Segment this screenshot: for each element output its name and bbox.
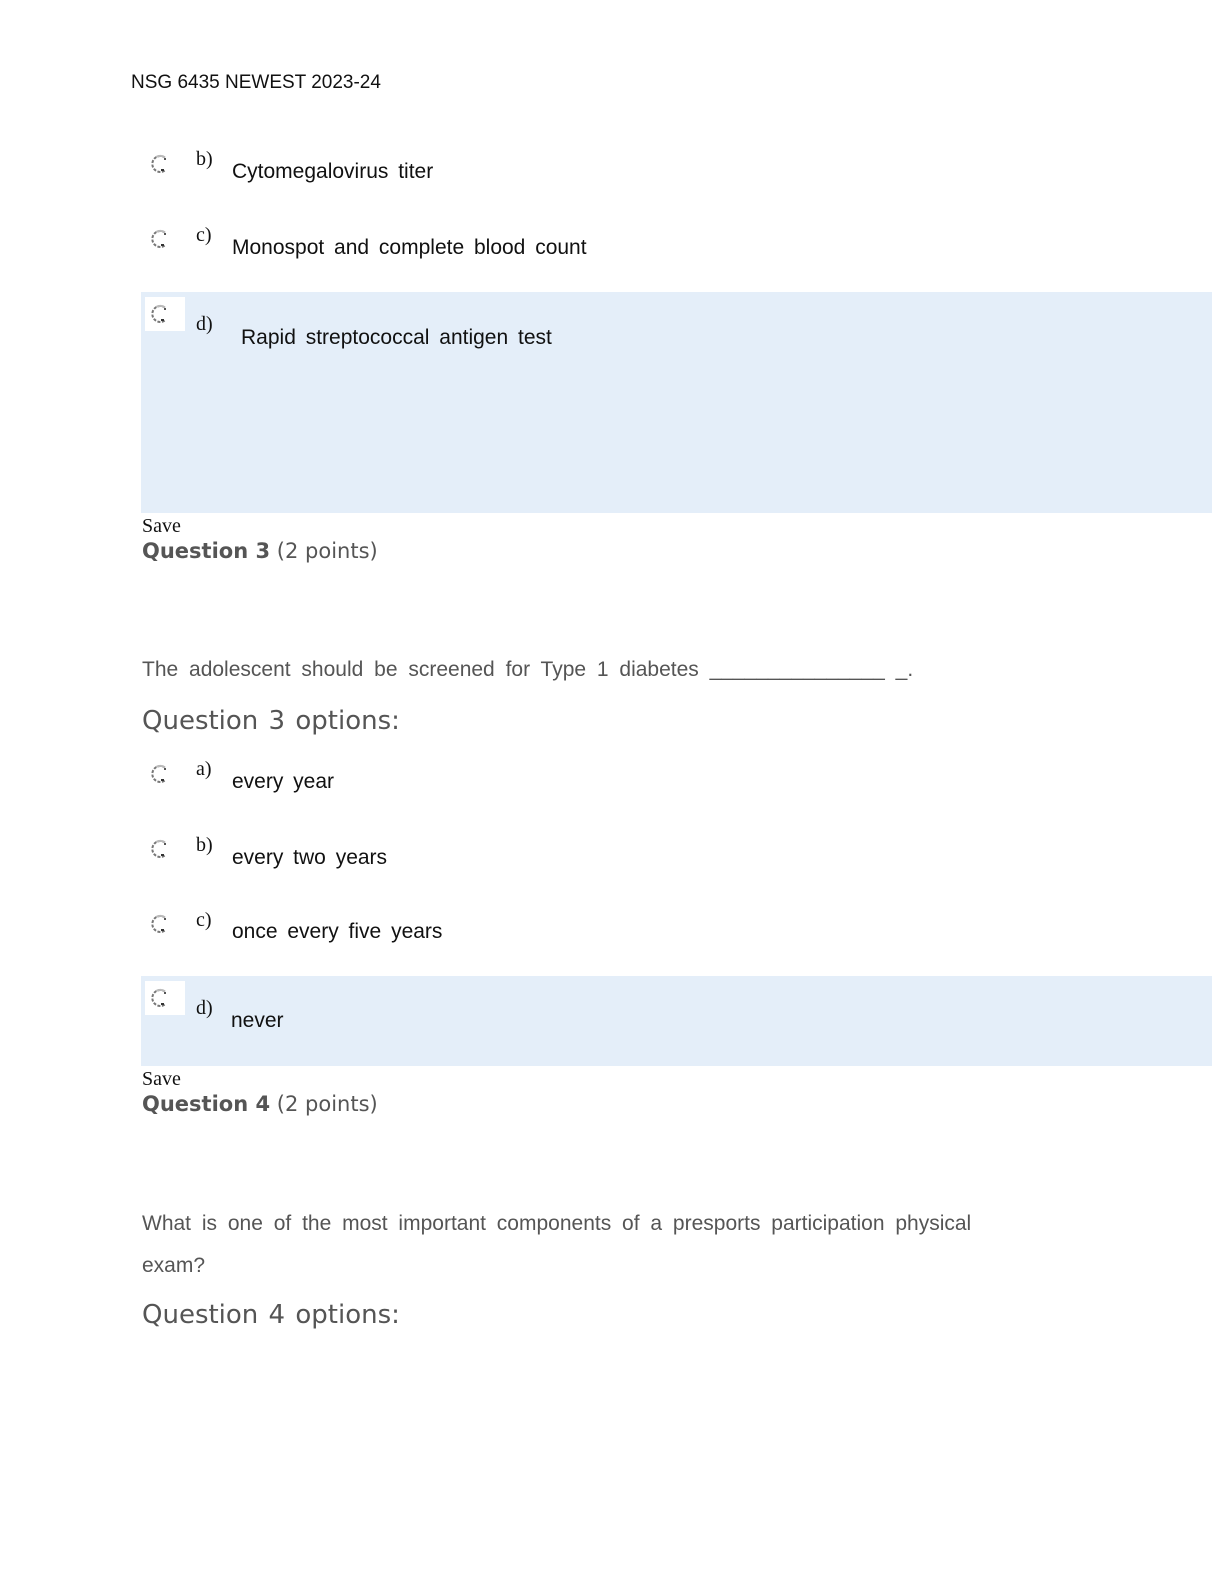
option-label: never (231, 1009, 284, 1032)
radio-button-icon[interactable] (148, 228, 170, 250)
radio-button-icon[interactable] (148, 303, 170, 325)
option-label: Monospot and complete blood count (232, 236, 587, 259)
save-link[interactable]: Save (142, 515, 181, 537)
option-letter: b) (196, 834, 213, 856)
option-letter: b) (196, 148, 213, 170)
radio-button-icon[interactable] (148, 913, 170, 935)
option-letter: d) (196, 997, 213, 1019)
option-label: every year (232, 770, 335, 793)
radio-button-icon[interactable] (148, 987, 170, 1009)
option-letter: d) (196, 313, 213, 335)
question-text: What is one of the most important components of a presports participation physical exam? (142, 1212, 972, 1277)
option-letter: a) (196, 758, 212, 780)
option-label: Rapid streptococcal antigen test (241, 326, 552, 349)
option-label: Cytomegalovirus titer (232, 160, 434, 183)
highlighted-option-row[interactable] (141, 976, 1212, 1066)
option-label: once every five years (232, 920, 443, 943)
save-link[interactable]: Save (142, 1068, 181, 1090)
options-heading: Question 4 options: (142, 1300, 400, 1330)
option-label: every two years (232, 846, 388, 869)
option-letter: c) (196, 224, 212, 246)
question-title: Question 3 (2 points) (142, 539, 378, 563)
page-header: NSG 6435 NEWEST 2023-24 (131, 72, 381, 93)
radio-button-icon[interactable] (148, 838, 170, 860)
radio-button-icon[interactable] (148, 153, 170, 175)
option-letter: c) (196, 909, 212, 931)
radio-button-icon[interactable] (148, 763, 170, 785)
question-text: The adolescent should be screened for Type 1 diabetes _______________ _. (142, 658, 914, 681)
options-heading: Question 3 options: (142, 706, 400, 736)
question-title: Question 4 (2 points) (142, 1092, 378, 1116)
